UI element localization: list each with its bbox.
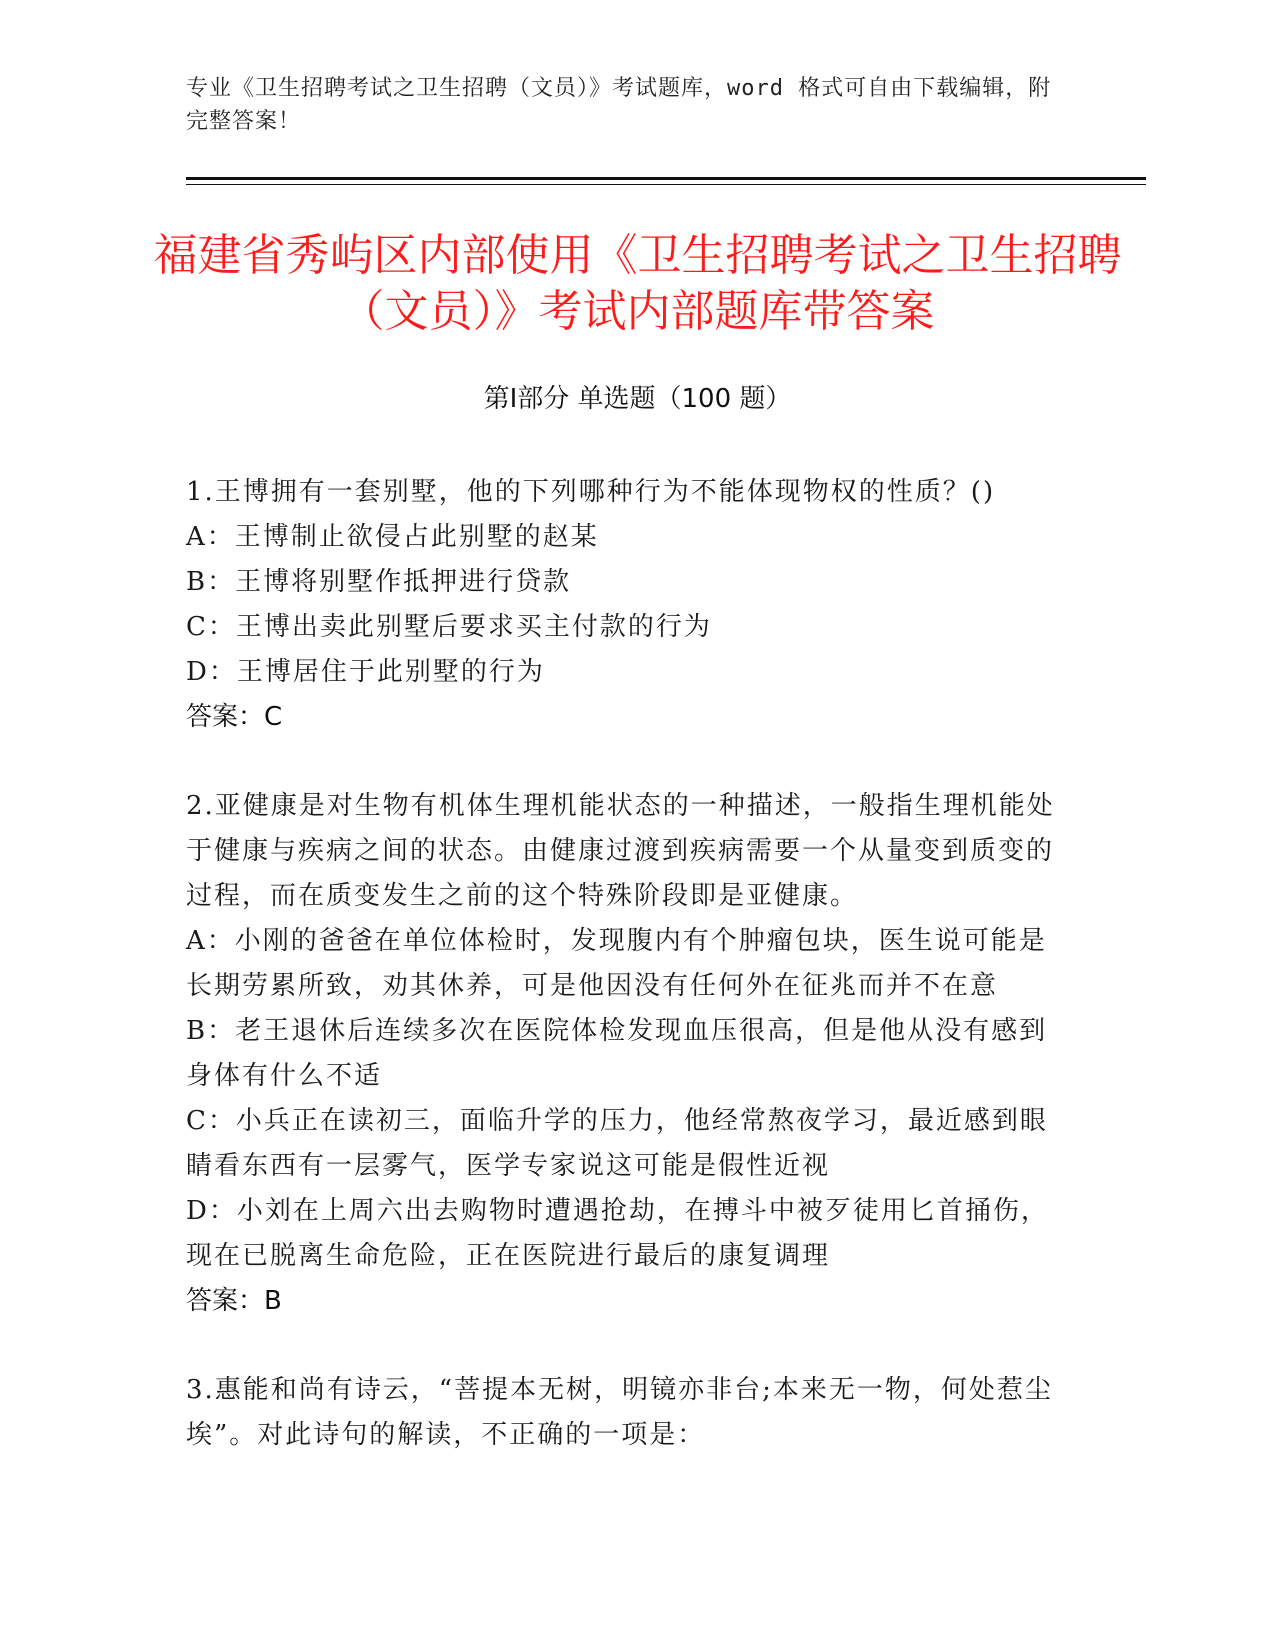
answer: 答案：C	[186, 702, 283, 732]
document-title: 福建省秀屿区内部使用《卫生招聘考试之卫生招聘（文员）》考试内部题库带答案	[153, 230, 1122, 337]
header-rule-thick	[186, 177, 1146, 180]
section-title: 第Ⅰ部分 单选题（100 题）	[483, 384, 792, 414]
option-a: A：王博制止欲侵占此别墅的赵某	[186, 522, 599, 552]
question-stem: 3.惠能和尚有诗云，“菩提本无树，明镜亦非台;本来无一物，何处惹尘埃”。对此诗句的解读，不正确的一项是：	[186, 1375, 1053, 1450]
option-d: D：小刘在上周六出去购物时遭遇抢劫，在搏斗中被歹徒用匕首捅伤，现在已脱离生命危险，正在医院进行最后的康复调理	[186, 1196, 1049, 1271]
option-c: C：王博出卖此别墅后要求买主付款的行为	[186, 612, 712, 642]
option-c: C：小兵正在读初三，面临升学的压力，他经常熬夜学习，最近感到眼睛看东西有一层雾气，医学专家说这可能是假性近视	[186, 1106, 1048, 1181]
option-d: D：王博居住于此别墅的行为	[186, 657, 545, 687]
question-3	[186, 1368, 1066, 1458]
answer: 答案：B	[186, 1286, 282, 1316]
question-stem: 1.王博拥有一套别墅，他的下列哪种行为不能体现物权的性质？()	[186, 477, 996, 507]
question-list	[186, 470, 1066, 1502]
question-stem: 2.亚健康是对生物有机体生理机能状态的一种描述，一般指生理机能处于健康与疾病之间的状态。由健康过渡到疾病需要一个从量变到质变的过程，而在质变发生之前的这个特殊阶段即是亚健康。	[186, 791, 1055, 911]
option-b: B：王博将别墅作抵押进行贷款	[186, 567, 572, 597]
header-note: 专业《卫生招聘考试之卫生招聘（文员）》考试题库，word 格式可自由下载编辑，附完整答案！	[186, 76, 1052, 134]
option-a: A：小刚的爸爸在单位体检时，发现腹内有个肿瘤包块，医生说可能是长期劳累所致，劝其休养，可是他因没有任何外在征兆而并不在意	[186, 926, 1047, 1001]
question-2	[186, 784, 1066, 1324]
question-1	[186, 470, 1066, 740]
header-rule-thin	[186, 184, 1146, 185]
option-b: B：老王退休后连续多次在医院体检发现血压很高，但是他从没有感到身体有什么不适	[186, 1016, 1048, 1091]
